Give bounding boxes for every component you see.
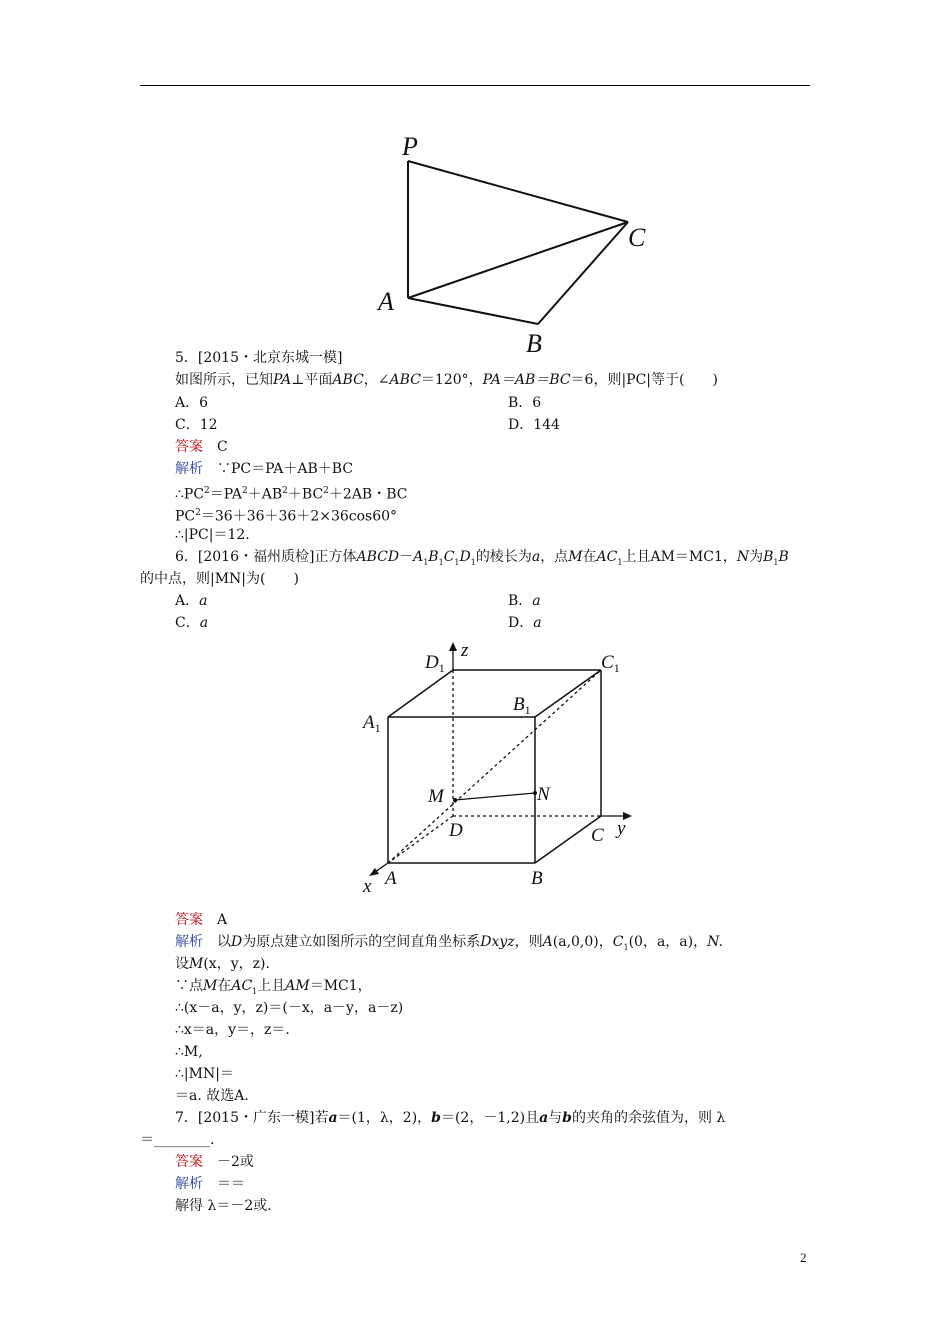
q6-option-c: C．a	[175, 615, 209, 631]
label-C: C	[591, 825, 604, 846]
label-D: D	[449, 820, 463, 841]
q6-analysis-7: ∴|MN|＝	[175, 1066, 234, 1082]
q5-option-c: C．12	[175, 417, 218, 433]
label-N: N	[537, 784, 550, 805]
header-rule	[140, 85, 810, 86]
q6-answer: 答案 A	[175, 912, 228, 928]
q6-analysis-1: 解析 以D为原点建立如图所示的空间直角坐标系Dxyz，则A(a,0,0)，$C_1(0$，a，a)，N.	[175, 934, 723, 952]
label-A1: $A_1$	[363, 712, 381, 735]
q7-stem-2: ＝________.	[140, 1132, 215, 1148]
q6-stem-1: 6．[2016・福州质检]正方体$ABCD-A_1B_1C_1D_1$的棱长为a，点M在$AC_1$上且AM＝MC1，N为$B_1B$	[175, 549, 789, 567]
q6-analysis-5: ∴x＝a，y＝，z＝.	[175, 1022, 290, 1038]
label-B1: $B_1$	[513, 694, 531, 717]
label-C1: $C_1$	[601, 652, 620, 675]
label-z: z	[461, 640, 469, 661]
q5-option-b: B．6	[508, 395, 542, 411]
label-y: y	[617, 818, 626, 839]
label-A: A	[378, 287, 394, 316]
q6-analysis-6: ∴M,	[175, 1044, 203, 1060]
figure-pyramid	[370, 125, 670, 365]
q6-option-b: B．a	[508, 593, 541, 609]
label-C: C	[628, 223, 646, 252]
q6-analysis-3: ∵点M在$AC_1$上且AM＝MC1，	[175, 978, 372, 996]
label-x: x	[363, 876, 372, 897]
q7-answer: 答案 －2或	[175, 1154, 254, 1170]
q5-analysis-4: ∴|PC|＝12.	[175, 527, 250, 543]
label-D1: $D_1$	[425, 652, 445, 675]
q5-stem: 如图所示，已知PA⊥平面ABC，∠ABC＝120°，PA＝AB＝BC＝6，则|PC|等于( )	[175, 372, 718, 388]
label-B: B	[526, 329, 542, 358]
q6-stem-2: 的中点，则|MN|为( )	[140, 571, 299, 587]
q5-analysis-3: $PC^2=36+36+36+2\times 36\cos 60^\circ$	[175, 508, 398, 525]
q5-number: 5．[2015・北京东城一模]	[175, 350, 343, 366]
q6-option-a: A．a	[175, 593, 208, 609]
page-number: 2	[800, 1250, 807, 1265]
q5-option-a: A．6	[175, 395, 209, 411]
q6-analysis-2: 设M(x，y，z)．	[175, 956, 280, 972]
figure-cube	[355, 638, 645, 900]
q6-option-d: D．a	[508, 615, 542, 631]
label-B: B	[531, 868, 543, 889]
q7-analysis-2: 解得 λ＝－2或.	[175, 1198, 272, 1214]
q6-analysis-4: ∴(x－a，y，z)＝(－x，a－y，a－z)	[175, 1000, 404, 1016]
q6-analysis-8: ＝a. 故选A.	[175, 1088, 249, 1104]
q5-analysis-2: $\therefore PC^2=PA^2+AB^2+BC^2+2AB$・BC	[175, 486, 408, 503]
label-M: M	[428, 786, 444, 807]
q7-analysis-1: 解析 ＝＝	[175, 1176, 245, 1192]
label-P: P	[402, 132, 418, 161]
q5-analysis-1: 解析 ∵PC＝PA＋AB＋BC	[175, 461, 354, 477]
q5-answer: 答案 C	[175, 439, 228, 455]
q5-option-d: D．144	[508, 417, 560, 433]
q7-stem-1: 7．[2015・广东一模]若a＝(1，λ，2)，b＝(2，－1,2)且a与b的夹角的余弦值为，则 λ	[175, 1110, 726, 1126]
label-A: A	[385, 868, 397, 889]
